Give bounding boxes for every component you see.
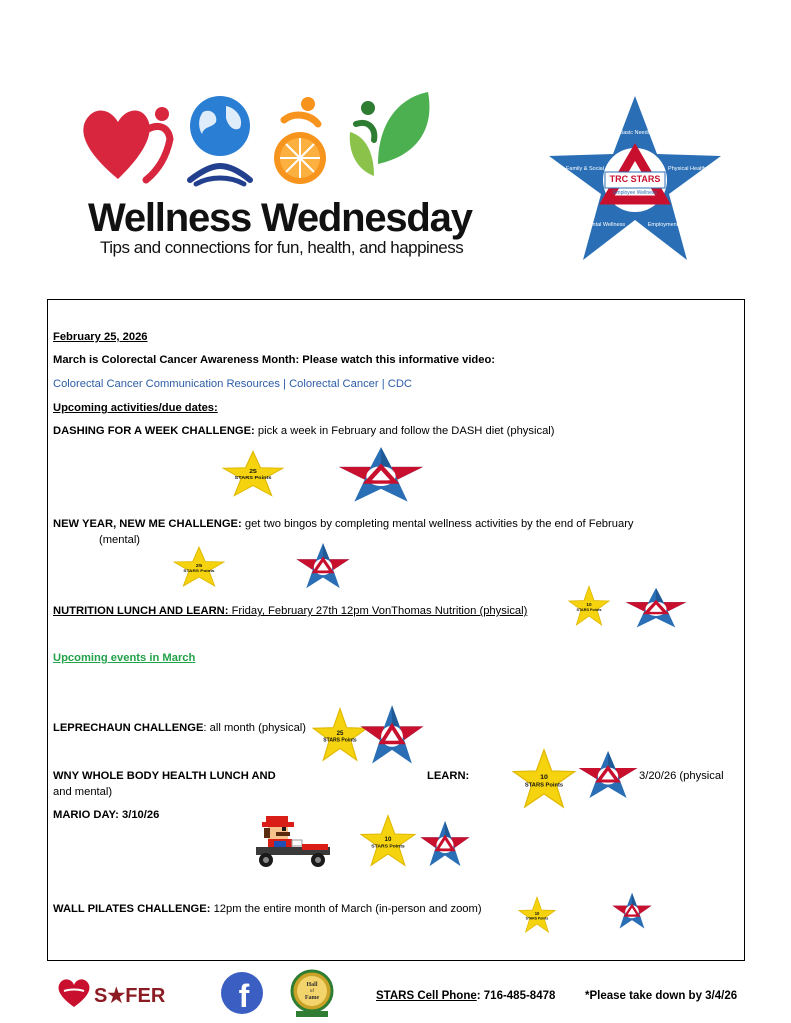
newyear-cont: (mental) bbox=[99, 534, 141, 546]
svg-text:STARS Points: STARS Points bbox=[371, 844, 405, 850]
logo-center-text: TRC STARS bbox=[609, 174, 661, 184]
svg-text:25: 25 bbox=[249, 468, 257, 475]
logo-center-subtext: Employee Wellness bbox=[613, 190, 657, 196]
mario-kart-image bbox=[252, 814, 334, 868]
trc-stars-logo bbox=[545, 94, 725, 264]
wny-title: WNY WHOLE BODY HEALTH LUNCH AND bbox=[53, 770, 276, 782]
nutrition-event bbox=[53, 604, 527, 618]
newsletter-date: February 25, 2026 bbox=[53, 331, 148, 343]
svg-text:STARS Points: STARS Points bbox=[525, 916, 549, 921]
leprechaun-challenge bbox=[53, 721, 306, 735]
svg-text:STARS Points: STARS Points bbox=[183, 568, 215, 573]
svg-text:10: 10 bbox=[586, 602, 592, 607]
stars-points-badge bbox=[173, 546, 225, 588]
newyear-title: NEW YEAR, NEW ME CHALLENGE: bbox=[53, 518, 242, 530]
page-title: Wellness Wednesday bbox=[88, 196, 472, 240]
svg-text:STARS Points: STARS Points bbox=[576, 608, 602, 613]
phone-label: STARS Cell Phone bbox=[376, 990, 477, 1002]
svg-text:STARS Points: STARS Points bbox=[234, 475, 272, 481]
trc-star-icon bbox=[612, 892, 652, 930]
page-tagline: Tips and connections for fun, health, and happiness bbox=[100, 238, 464, 257]
heart-icon bbox=[83, 107, 170, 180]
stars-points-badge bbox=[222, 450, 284, 498]
takedown-note: *Please take down by 3/4/26 bbox=[585, 990, 738, 1002]
logo-point-label: Family & Social bbox=[566, 166, 604, 172]
video-link[interactable]: Colorectal Cancer Communication Resources | Colorectal Cancer | CDC bbox=[53, 378, 412, 390]
pilates-challenge bbox=[53, 902, 482, 916]
svg-text:f: f bbox=[238, 978, 250, 1014]
globe-icon bbox=[190, 96, 250, 184]
safer-text: S★FER bbox=[94, 985, 166, 1007]
safer-logo bbox=[56, 977, 188, 1011]
wellness-icons bbox=[78, 84, 438, 194]
dash-challenge bbox=[53, 424, 555, 438]
leaf-icon bbox=[350, 92, 430, 176]
pilates-text: 12pm the entire month of March (in-person and zoom) bbox=[213, 903, 482, 915]
logo-point-label: Physical Health bbox=[668, 166, 706, 172]
stars-points-badge bbox=[518, 896, 556, 934]
trc-star-icon bbox=[420, 820, 470, 868]
trc-star-icon bbox=[578, 750, 638, 800]
mario-title: MARIO DAY: 3/10/26 bbox=[53, 809, 160, 821]
header bbox=[0, 0, 791, 290]
wny-cont: and mental) bbox=[53, 786, 113, 798]
svg-text:Hall: Hall bbox=[306, 982, 318, 988]
svg-text:STARS Points: STARS Points bbox=[524, 782, 564, 789]
stars-points-badge bbox=[568, 585, 610, 627]
logo-point-label: Basic Needs bbox=[619, 130, 651, 136]
svg-text:25: 25 bbox=[336, 730, 344, 737]
pilates-title: WALL PILATES CHALLENGE: bbox=[53, 903, 211, 915]
svg-text:Fame: Fame bbox=[304, 995, 320, 1001]
svg-text:10: 10 bbox=[534, 911, 540, 916]
newyear-challenge bbox=[53, 517, 634, 531]
nutrition-date: Friday, February 27th 12pm VonThomas Nutrition (physical) bbox=[231, 605, 528, 617]
svg-text:10: 10 bbox=[540, 774, 548, 781]
awareness-text: March is Colorectal Cancer Awareness Month: Please watch this informative video: bbox=[53, 354, 496, 366]
upcoming-heading: Upcoming activities/due dates: bbox=[53, 402, 218, 414]
logo-point-label: Mental Wellness bbox=[584, 222, 626, 228]
trc-star-icon bbox=[360, 704, 424, 766]
stars-points-badge bbox=[360, 814, 416, 868]
trc-star-icon bbox=[296, 542, 350, 590]
trc-star-icon bbox=[625, 587, 687, 629]
orange-runner-icon bbox=[274, 97, 326, 184]
newyear-text: get two bingos by completing mental wellness activities by the end of February bbox=[244, 518, 634, 530]
svg-text:STARS Points: STARS Points bbox=[323, 737, 357, 744]
hall-of-fame-badge bbox=[288, 969, 336, 1019]
stars-points-badge bbox=[512, 748, 576, 810]
march-heading: Upcoming events in March bbox=[53, 652, 196, 664]
svg-text:10: 10 bbox=[384, 837, 392, 843]
stars-phone bbox=[376, 990, 555, 1002]
nutrition-title: NUTRITION LUNCH AND LEARN: bbox=[53, 605, 232, 617]
phone-number: : 716-485-8478 bbox=[476, 990, 556, 1002]
logo-point-label: Employment bbox=[647, 222, 679, 228]
trc-star-icon bbox=[338, 446, 424, 504]
footer bbox=[0, 965, 791, 1023]
facebook-icon[interactable] bbox=[220, 971, 264, 1015]
dash-title: DASHING FOR A WEEK CHALLENGE: bbox=[53, 425, 255, 437]
leprechaun-title: LEPRECHAUN CHALLENGE bbox=[53, 722, 204, 734]
wny-date: 3/20/26 (physical bbox=[639, 770, 724, 782]
svg-text:of: of bbox=[309, 989, 315, 994]
wny-learn: LEARN: bbox=[427, 770, 470, 782]
svg-text:25: 25 bbox=[195, 563, 203, 569]
leprechaun-text: : all month (physical) bbox=[203, 722, 307, 734]
dash-text: pick a week in February and follow the DASH diet (physical) bbox=[257, 425, 555, 437]
